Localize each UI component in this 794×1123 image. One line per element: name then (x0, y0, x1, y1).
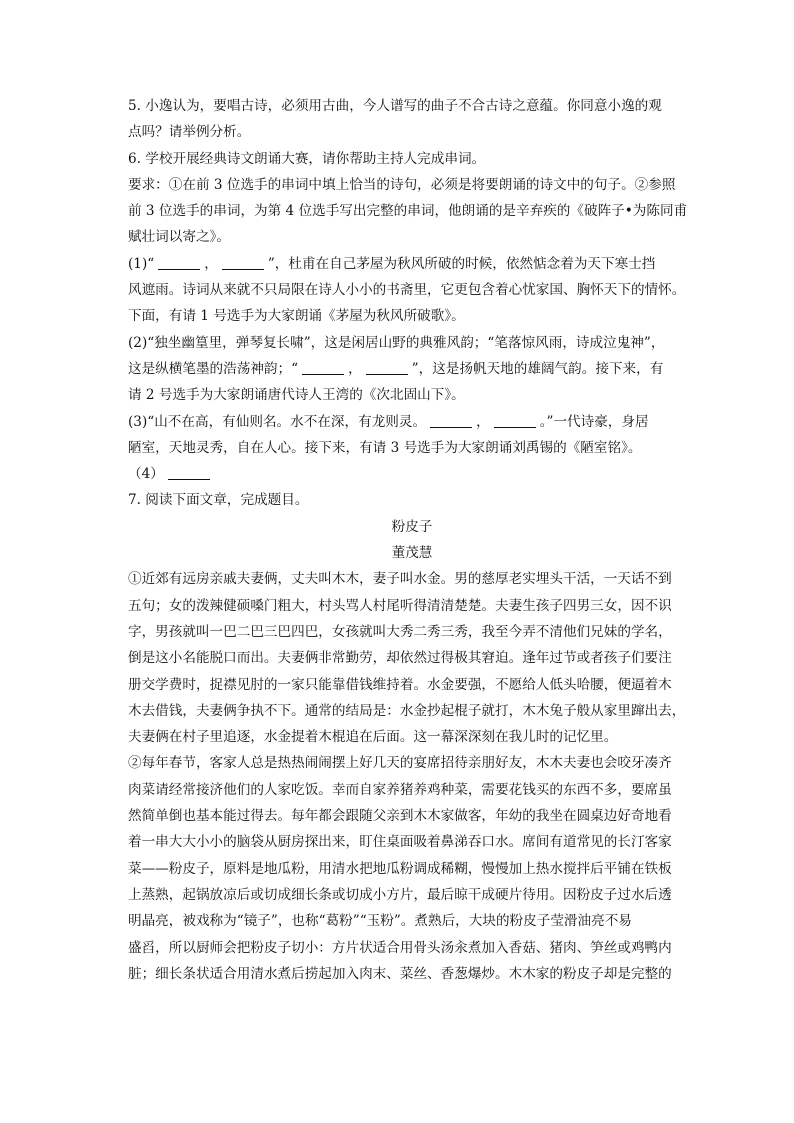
text-segment: 上蒸熟，起锅放凉后或切成细长条或切成小方片，最后晾干成硬片待用。因粉皮子过水后透 (128, 886, 672, 903)
text-segment: ①近郊有远房亲戚夫妻俩，丈夫叫木木，妻子叫水金。男的慈厚老实埋头干活，一天话不到 (128, 571, 672, 588)
text-segment: 请 2 号选手为大家朗诵唐代诗人王湾的《次北固山下》。 (128, 387, 465, 404)
text-line (128, 303, 696, 329)
text-segment: 7. 阅读下面文章，完成题目。 (128, 492, 309, 509)
text-segment: ， (348, 360, 362, 377)
text-segment: 字，男孩就叫一巴二巴三巴四巴，女孩就叫大秀二秀三秀，我至今弄不清他们兄妹的学名， (128, 623, 672, 640)
text-line (128, 593, 696, 619)
centered-heading-line (128, 514, 696, 540)
text-segment: 6. 学校开展经典诗文朗诵大赛，请你帮助主持人完成串词。 (128, 150, 486, 167)
text-line (128, 750, 696, 776)
text-segment: 然简单倒也基本能过得去。每年都会跟随父亲到木木家做客，年幼的我坐在圆桌边好奇地看 (128, 808, 672, 825)
text-line (128, 93, 696, 119)
text-line (128, 330, 696, 356)
text-segment: (3)“山不在高，有仙则名。水不在深，有龙则灵。 (128, 413, 427, 430)
text-line (128, 435, 696, 461)
text-line (128, 172, 696, 198)
text-line (128, 487, 696, 513)
text-line (128, 829, 696, 855)
text-segment: (1)“ (128, 255, 155, 272)
text-segment: 陋室，天地灵秀，自在人心。接下来，有请 3 号选手为大家朗诵刘禹锡的《陋室铭》。 (128, 439, 642, 456)
answer-blank[interactable] (158, 255, 200, 270)
text-segment: 前 3 位选手的串词，为第 4 位选手写出完整的串词，他朗诵的是辛弃疾的《破阵子•为陈同甫 (128, 203, 688, 220)
text-segment: 。”一代诗豪，身居 (539, 413, 649, 430)
text-segment: 夫妻俩在村子里追逐，水金提着木棍追在后面。这一幕深深刻在我儿时的记忆里。 (128, 729, 618, 746)
text-line (128, 146, 696, 172)
text-line (128, 409, 696, 435)
text-line (128, 251, 696, 277)
answer-blank[interactable] (222, 255, 264, 270)
text-line (128, 277, 696, 303)
text-line (128, 803, 696, 829)
text-segment: 五句；女的泼辣健硕嗓门粗大，村头骂人村尾听得清清楚楚。夫妻生孩子四男三女，因不识 (128, 597, 672, 614)
text-segment: 5. 小逸认为，要唱古诗，必须用古曲，今人谱写的曲子不合古诗之意蕴。你同意小逸的观 (128, 98, 662, 114)
text-line (128, 619, 696, 645)
text-segment: 风遮雨。诗词从来就不只局限在诗人小小的书斋里，它更包含着心忧家国、胸怀天下的情怀。 (128, 282, 686, 299)
text-segment: 点吗？请举例分析。 (128, 124, 251, 141)
text-segment: 董茂慧 (391, 545, 433, 562)
text-segment: 菜——粉皮子，原料是地瓜粉，用清水把地瓜粉调成稀糊，慢慢加上热水搅拌后平铺在铁板 (128, 860, 672, 877)
answer-blank[interactable] (494, 413, 536, 428)
text-segment: （4） (128, 466, 164, 483)
text-line (128, 698, 696, 724)
text-line (128, 935, 696, 961)
text-line (128, 777, 696, 803)
text-segment: 下面，有请 1 号选手为大家朗诵《茅屋为秋风所破歌》。 (128, 308, 465, 325)
text-segment: ②每年春节，客家人总是热热闹闹摆上好几天的宴席招待亲朋好友，木木夫妻也会咬牙凑齐 (128, 755, 672, 772)
text-segment: 册交学费时，捉襟见肘的一家只能靠借钱维持着。水金要强，不愿给人低头哈腰，便逼着木 (128, 676, 672, 693)
text-segment: ， (476, 413, 490, 430)
text-line (128, 356, 696, 382)
text-segment: 倒是这小名能脱口而出。夫妻俩非常勤劳，却依然过得极其窘迫。逢年过节或者孩子们要注 (128, 650, 672, 667)
text-line (128, 961, 696, 987)
text-segment: ”，杜甫在自己茅屋为秋风所破的时候，依然惦念着为天下寒士挡 (267, 255, 656, 272)
text-segment: ， (204, 255, 218, 272)
answer-blank[interactable] (302, 360, 344, 375)
text-segment: 明晶亮，被戏称为“镜子”，也称“葛粉”“玉粉”。煮熟后，大块的粉皮子莹滑油亮不易 (128, 913, 632, 930)
answer-blank[interactable] (168, 465, 210, 480)
text-segment: 赋壮词以寄之》。 (128, 229, 230, 246)
text-segment: 这是纵横笔墨的浩荡神韵；“ (128, 360, 299, 377)
text-segment: 着一串大大小小的脑袋从厨房探出来，盯住桌面吸着鼻涕吞口水。席间有道常见的长汀客家 (128, 834, 672, 851)
text-line (128, 382, 696, 408)
text-segment: 要求：①在前 3 位选手的串词中填上恰当的诗句，必须是将要朗诵的诗文中的句子。②参照 (128, 176, 676, 193)
answer-blank[interactable] (430, 413, 472, 428)
text-line (128, 724, 696, 750)
text-segment: 木去借钱，夫妻俩争执不下。通常的结局是：水金抄起棍子就打，木木兔子般从家里蹿出去， (128, 702, 686, 719)
text-line (128, 224, 696, 250)
text-segment: ”，这是扬帆天地的雄阔气韵。接下来，有 (411, 360, 664, 377)
text-line (128, 908, 696, 934)
text-segment: (2)“独坐幽篁里，弹琴复长啸”，这是闲居山野的典雅风韵；“笔落惊风雨，诗成泣鬼神”， (128, 334, 665, 351)
text-line (128, 119, 696, 145)
text-line (128, 645, 696, 671)
text-line (128, 882, 696, 908)
text-line (128, 461, 696, 487)
text-line (128, 856, 696, 882)
centered-heading-line (128, 540, 696, 566)
text-line (128, 198, 696, 224)
answer-blank[interactable] (366, 360, 408, 375)
text-line (128, 672, 696, 698)
text-line (128, 566, 696, 592)
text-segment: 粉皮子 (391, 518, 433, 535)
document-body (128, 93, 696, 987)
text-segment: 脏；细长条状适合用清水煮后捞起加入肉末、菜丝、香葱爆炒。木木家的粉皮子却是完整的 (128, 965, 672, 982)
text-segment: 肉菜请经常接济他们的人家吃饭。幸而自家养猪养鸡种菜，需要花钱买的东西不多，要席虽 (128, 781, 672, 798)
text-segment: 盛舀，所以厨师会把粉皮子切小：方片状适合用骨头汤汆煮加入香菇、猪肉、笋丝或鸡鸭内 (128, 939, 672, 956)
